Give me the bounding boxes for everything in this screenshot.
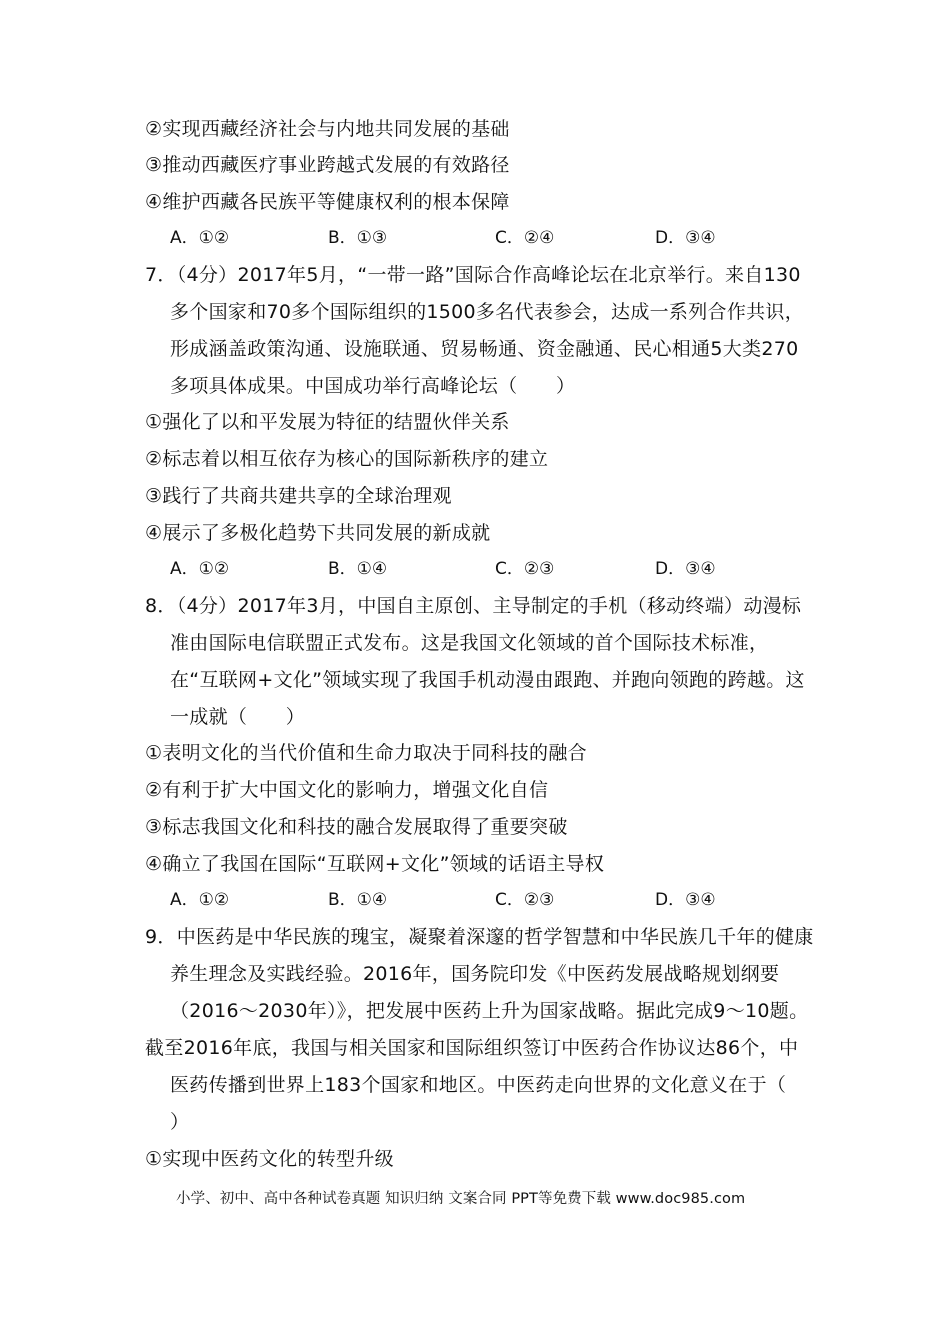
- option-a: A．①②: [170, 890, 230, 910]
- page-footer: 小学、初中、高中各种试卷真题 知识归纳 文案合同 PPT等免费下载 www.doc985.com: [176, 1191, 746, 1207]
- question-7-stem-line: 形成涵盖政策沟通、设施联通、贸易畅通、资金融通、民心相通5大类270: [170, 338, 799, 360]
- option-b: B．①④: [328, 559, 388, 579]
- answer-options: [170, 888, 770, 912]
- option-c: C．②③: [495, 890, 555, 910]
- statement-1: ①表明文化的当代价值和生命力取决于同科技的融合: [145, 742, 587, 764]
- statement-3: ③推动西藏医疗事业跨越式发展的有效路径: [145, 154, 510, 176]
- statement-3: ③标志我国文化和科技的融合发展取得了重要突破: [145, 816, 568, 838]
- statement-4: ④确立了我国在国际“互联网+文化”领域的话语主导权: [145, 853, 605, 875]
- option-a: A．①②: [170, 228, 230, 248]
- sub-question-stem-line: ）: [170, 1111, 190, 1133]
- answer-options: [170, 557, 770, 581]
- option-d: D．③④: [655, 890, 716, 910]
- statement-2: ②有利于扩大中国文化的影响力，增强文化自信: [145, 779, 549, 801]
- statement-4: ④维护西藏各民族平等健康权利的根本保障: [145, 191, 510, 213]
- question-8-stem-line: 在“互联网+文化”领域实现了我国手机动漫由跟跑、并跑向领跑的跨越。这: [170, 669, 805, 691]
- question-7-stem: 7．（4分）2017年5月，“一带一路”国际合作高峰论坛在北京举行。来自130: [145, 264, 801, 286]
- question-9-stem: 9．中医药是中华民族的瑰宝，凝聚着深邃的哲学智慧和中华民族几千年的健康: [145, 926, 814, 948]
- question-9-stem-line: 养生理念及实践经验。2016年，国务院印发《中医药发展战略规划纲要: [170, 963, 780, 985]
- answer-options: [170, 226, 770, 250]
- question-9-stem-line: （2016～2030年）》，把发展中医药上升为国家战略。据此完成9～10题。: [170, 1000, 809, 1022]
- option-d: D．③④: [655, 228, 716, 248]
- statement-1: ①强化了以和平发展为特征的结盟伙伴关系: [145, 411, 510, 433]
- statement-3: ③践行了共商共建共享的全球治理观: [145, 485, 452, 507]
- option-b: B．①④: [328, 890, 388, 910]
- question-8-stem-line: 准由国际电信联盟正式发布。这是我国文化领域的首个国际技术标准，: [170, 632, 769, 654]
- question-8-stem-line: 一成就（ ）: [170, 706, 306, 728]
- option-a: A．①②: [170, 559, 230, 579]
- question-7-stem-line: 多个国家和70多个国际组织的1500多名代表参会，达成一系列合作共识，: [170, 301, 805, 323]
- option-c: C．②③: [495, 559, 555, 579]
- question-8-stem: 8．（4分）2017年3月，中国自主原创、主导制定的手机（移动终端）动漫标: [145, 595, 802, 617]
- option-b: B．①③: [328, 228, 388, 248]
- statement-2: ②实现西藏经济社会与内地共同发展的基础: [145, 118, 510, 140]
- sub-question-stem: 截至2016年底，我国与相关国家和国际组织签订中医药合作协议达86个，中: [145, 1037, 799, 1059]
- statement-4: ④展示了多极化趋势下共同发展的新成就: [145, 522, 491, 544]
- question-7-stem-line: 多项具体成果。中国成功举行高峰论坛（ ）: [170, 375, 576, 397]
- option-d: D．③④: [655, 559, 716, 579]
- statement-1: ①实现中医药文化的转型升级: [145, 1148, 394, 1170]
- sub-question-stem-line: 医药传播到世界上183个国家和地区。中医药走向世界的文化意义在于（: [170, 1074, 787, 1096]
- statement-2: ②标志着以相互依存为核心的国际新秩序的建立: [145, 448, 549, 470]
- option-c: C．②④: [495, 228, 555, 248]
